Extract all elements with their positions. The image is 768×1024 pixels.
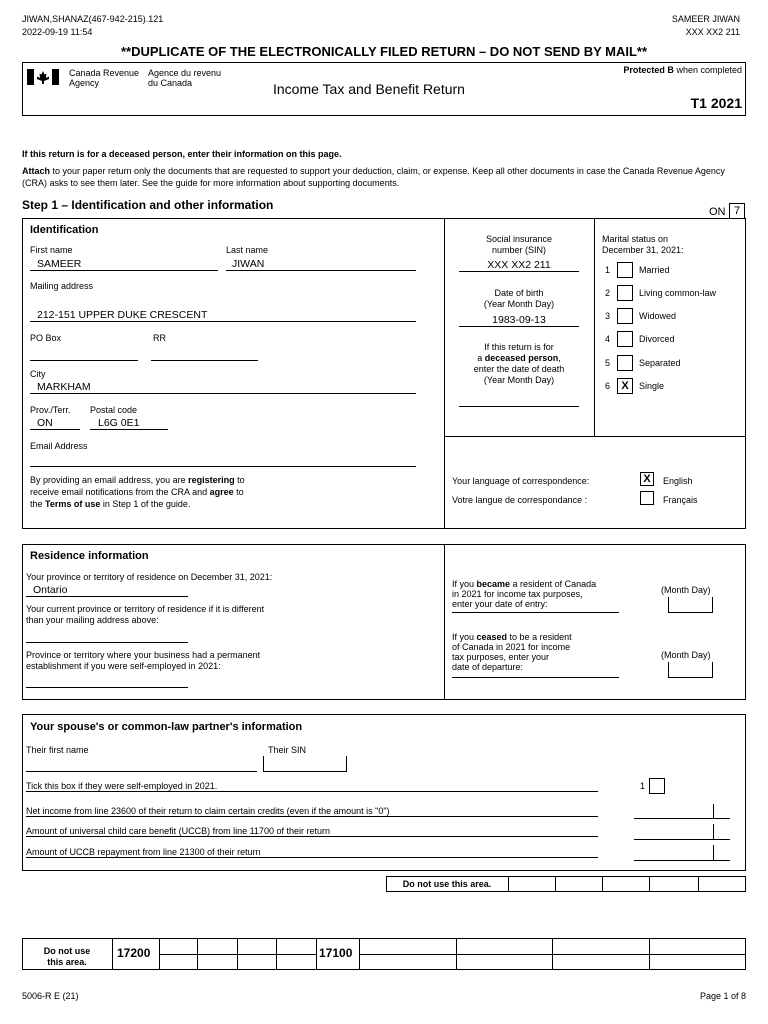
office-code-17100: 17100 xyxy=(319,946,353,960)
language-label-en: Your language of correspondence: xyxy=(452,476,590,486)
english-checkbox[interactable]: X xyxy=(640,472,654,486)
marital-option-number: 1 xyxy=(605,265,611,275)
postal-code-field[interactable]: L6G 0E1 xyxy=(90,417,168,430)
french-checkbox[interactable] xyxy=(640,491,654,505)
business-province-label: Province or territory where your business had a permanent establishment if you were self-employed in 2021: xyxy=(26,650,261,671)
dob-label: Date of birth (Year Month Day) xyxy=(483,288,555,309)
spouse-net-income-field[interactable] xyxy=(634,804,730,819)
sin-label: Social insurance number (SIN) xyxy=(485,234,553,255)
entry-month-day-label: (Month Day) xyxy=(661,585,711,595)
date-of-entry-label: If you became a resident of Canada in 2021 for income tax purposes, enter your date of entry: xyxy=(452,579,597,609)
attach-note: Attach to your paper return only the documents that are requested to support your deduction, claim, or expense. Keep all other documents in case the Canada Revenue Agency (CRA) asks to see them later. See the guide for more information about supporting documents. xyxy=(22,166,725,188)
spouse-net-income-row: Net income from line 23600 of their return to claim certain credits (even if the amount is "0") xyxy=(26,806,598,817)
spouse-sin-label: Their SIN xyxy=(268,745,307,755)
marital-option-number: 3 xyxy=(605,311,611,321)
agency-name-en: Canada Revenue Agency xyxy=(69,68,140,88)
marital-checkbox-separated[interactable] xyxy=(617,355,633,371)
spouse-first-name-label: Their first name xyxy=(26,745,89,755)
spouse-first-name-field[interactable] xyxy=(26,759,257,772)
spouse-self-employed-row: Tick this box if they were self-employed in 2021. xyxy=(26,781,598,792)
prov-terr-label: Prov./Terr. xyxy=(30,405,71,415)
marital-option-label: Single xyxy=(639,381,665,391)
date-of-death-label: If this return is for a deceased person, enter the date of death (Year Month Day) xyxy=(473,342,565,385)
city-label: City xyxy=(30,369,46,379)
sin-field[interactable]: XXX XX2 211 xyxy=(459,259,579,272)
spouse-heading: Your spouse's or common-law partner's information xyxy=(30,721,303,733)
po-box-label: PO Box xyxy=(30,333,62,343)
first-name-field[interactable]: SAMEER xyxy=(30,258,218,271)
marital-option-number: 2 xyxy=(605,288,611,298)
date-of-entry-field[interactable] xyxy=(668,597,713,613)
cra-use-label: Do not use this area. xyxy=(402,879,492,889)
language-label-fr: Votre langue de correspondance : xyxy=(452,495,588,505)
marital-checkbox-divorced[interactable] xyxy=(617,331,633,347)
marital-checkbox-widowed[interactable] xyxy=(617,308,633,324)
english-label: English xyxy=(663,476,693,486)
city-field[interactable]: MARKHAM xyxy=(30,381,416,394)
marital-option-number: 4 xyxy=(605,334,611,344)
date-of-departure-label: If you ceased to be a resident of Canada in 2021 for income tax purposes, enter your date of departure: xyxy=(452,632,572,672)
marital-option-label: Widowed xyxy=(639,311,677,321)
business-province-field[interactable] xyxy=(26,675,188,688)
duplicate-banner: **DUPLICATE OF THE ELECTRONICALLY FILED RETURN – DO NOT SEND BY MAIL** xyxy=(120,44,648,59)
spouse-uccb-repayment-row: Amount of UCCB repayment from line 21300 of their return xyxy=(26,847,598,858)
form-year: T1 2021 xyxy=(690,95,742,111)
rr-field[interactable] xyxy=(151,348,258,361)
identification-heading: Identification xyxy=(30,224,99,236)
province-of-residence-field[interactable]: Ontario xyxy=(26,584,188,597)
dob-field[interactable]: 1983-09-13 xyxy=(459,314,579,327)
header-taxpayer-name: SAMEER JIWAN xyxy=(671,14,740,24)
current-province-field[interactable] xyxy=(26,630,188,643)
print-timestamp: 2022-09-19 11:54 xyxy=(22,27,93,37)
page-number: Page 1 of 8 xyxy=(699,991,746,1001)
spouse-uccb-repayment-field[interactable] xyxy=(634,845,730,861)
email-field[interactable] xyxy=(30,454,416,467)
taxpayer-file-id: JIWAN,SHANAZ(467-942-215).121 xyxy=(22,14,164,24)
canada-flag-icon xyxy=(27,69,59,85)
header-taxpayer-sin: XXX XX2 211 xyxy=(685,27,740,37)
departure-month-day-label: (Month Day) xyxy=(661,650,711,660)
mailing-address-field[interactable]: 212-151 UPPER DUKE CRESCENT xyxy=(30,309,416,322)
spouse-sin-field[interactable] xyxy=(263,756,347,772)
office-code-17200: 17200 xyxy=(117,946,151,960)
marital-option-label: Divorced xyxy=(639,334,675,344)
spouse-uccb-row: Amount of universal child care benefit (UCCB) from line 11700 of their return xyxy=(26,826,598,837)
province-of-residence-label: Your province or territory of residence on December 31, 2021: xyxy=(26,572,273,582)
form-title: Income Tax and Benefit Return xyxy=(273,81,465,97)
email-consent-note: By providing an email address, you are registering to receive email notifications from the CRA and agree to the Terms of use in Step 1 of the guide. xyxy=(30,475,245,509)
marital-checkbox-married[interactable] xyxy=(617,262,633,278)
first-name-label: First name xyxy=(30,245,73,255)
agency-name-fr: Agence du revenu du Canada xyxy=(148,68,222,88)
marital-checkbox-living-common-law[interactable] xyxy=(617,285,633,301)
po-box-field[interactable] xyxy=(30,348,138,361)
french-label: Français xyxy=(663,495,698,505)
spouse-uccb-field[interactable] xyxy=(634,824,730,840)
rr-label: RR xyxy=(153,333,166,343)
form-code: 5006-R E (21) xyxy=(22,991,79,1001)
postal-code-label: Postal code xyxy=(90,405,138,415)
residence-heading: Residence information xyxy=(30,550,149,562)
mailing-address-label: Mailing address xyxy=(30,281,94,291)
marital-option-number: 6 xyxy=(605,381,611,391)
self-employed-line-number: 1 xyxy=(640,781,646,791)
prov-code: ON xyxy=(709,206,726,218)
office-do-not-use: Do not use this area. xyxy=(43,946,91,967)
prov-number-box: 7 xyxy=(729,203,745,219)
date-of-death-field[interactable] xyxy=(459,394,579,407)
protected-b-label: Protected B when completed xyxy=(623,65,742,75)
marital-option-label: Separated xyxy=(639,358,681,368)
spouse-self-employed-checkbox[interactable] xyxy=(649,778,665,794)
step1-title: Step 1 – Identification and other information xyxy=(22,198,274,212)
marital-checkbox-single[interactable]: X xyxy=(617,378,633,394)
last-name-field[interactable]: JIWAN xyxy=(226,258,416,271)
current-province-label: Your current province or territory of residence if it is different than your mailing address above: xyxy=(26,604,265,625)
marital-option-label: Living common-law xyxy=(639,288,717,298)
date-of-departure-field[interactable] xyxy=(668,662,713,678)
email-label: Email Address xyxy=(30,441,88,451)
marital-option-number: 5 xyxy=(605,358,611,368)
prov-terr-field[interactable]: ON xyxy=(30,417,80,430)
marital-option-label: Married xyxy=(639,265,670,275)
marital-status-label: Marital status on December 31, 2021: xyxy=(602,234,684,255)
deceased-note: If this return is for a deceased person, enter their information on this page. xyxy=(22,149,342,159)
last-name-label: Last name xyxy=(226,245,269,255)
